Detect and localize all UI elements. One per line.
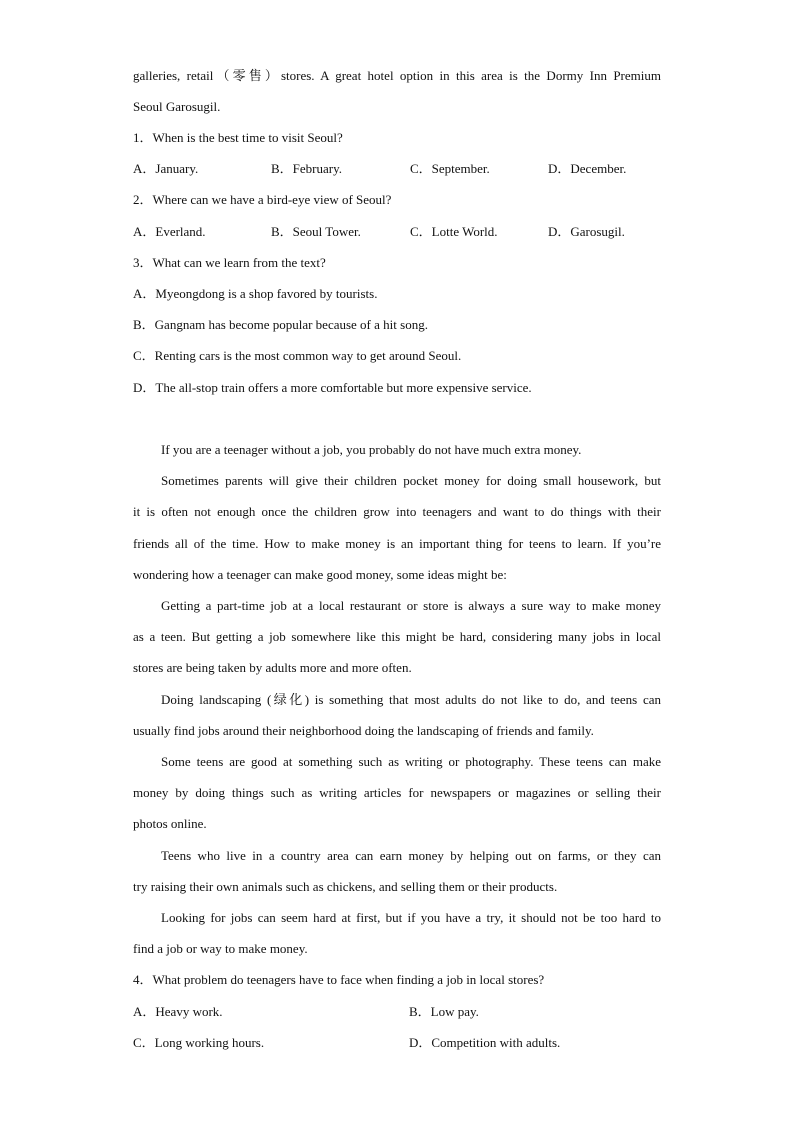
paragraph-2-line: it is often not enough once the children grow into teenagers and want to do things with their [133,504,661,519]
option-c[interactable]: C．Long working hours. [133,1035,265,1050]
option-b[interactable]: B．Gangnam has become popular because of a hit song. [133,317,428,332]
paragraph-2-line: friends all of the time. How to make money is an important thing for teens to learn. If you’re [133,536,661,551]
paragraph-3-line: stores are being taken by adults more and more often. [133,660,412,675]
question-4-options-row1 [133,1001,661,1023]
paragraph-7-line: Looking for jobs can seem hard at first, but if you have a try, it should not be too hard to [161,910,661,925]
option-d[interactable]: D．December. [548,161,627,176]
paragraph-4-line: usually find jobs around their neighborhood doing the landscaping of friends and family. [133,723,594,738]
question-1-options [133,158,661,180]
option-c[interactable]: C．Lotte World. [410,224,498,239]
option-b[interactable]: B．February. [271,161,343,176]
question-2-options [133,221,661,243]
option-b[interactable]: B．Low pay. [409,1004,479,1019]
paragraph-3-line: as a teen. But getting a job somewhere like this might be hard, considering many jobs in local [133,629,661,644]
paragraph-4-line: Doing landscaping (绿化) is something that most adults do not like to do, and teens can [161,692,661,707]
option-d[interactable]: D．Garosugil. [548,224,625,239]
paragraph-5-line: money by doing things such as writing articles for newspapers or magazines or selling their [133,785,661,800]
passage-line: Seoul Garosugil. [133,99,221,114]
paragraph-5-line: photos online. [133,816,207,831]
paragraph-6-line: Teens who live in a country area can earn money by helping out on farms, or they can [161,848,661,863]
option-b[interactable]: B．Seoul Tower. [271,224,361,239]
option-c[interactable]: C．Renting cars is the most common way to get around Seoul. [133,348,462,363]
question-3-stem: 3．What can we learn from the text? [133,255,326,270]
paragraph-3-line: Getting a part-time job at a local restaurant or store is always a sure way to make money [161,598,661,613]
passage-line: galleries, retail（零售）stores. A great hotel option in this area is the Dormy Inn Premium [133,68,661,83]
question-4-options-row2 [133,1032,661,1054]
paragraph-5-line: Some teens are good at something such as writing or photography. These teens can make [161,754,661,769]
paragraph-7-line: find a job or way to make money. [133,941,308,956]
paragraph-2-line: wondering how a teenager can make good money, some ideas might be: [133,567,507,582]
option-a[interactable]: A．Myeongdong is a shop favored by tourists. [133,286,378,301]
question-2-stem: 2．Where can we have a bird-eye view of Seoul? [133,192,392,207]
option-a[interactable]: A．Heavy work. [133,1004,223,1019]
question-4-stem: 4．What problem do teenagers have to face when finding a job in local stores? [133,972,545,987]
option-d[interactable]: D．The all-stop train offers a more comfortable but more expensive service. [133,380,532,395]
option-c[interactable]: C．September. [410,161,490,176]
paragraph-2-line: Sometimes parents will give their children pocket money for doing small housework, but [161,473,661,488]
question-1-stem: 1．When is the best time to visit Seoul? [133,130,343,145]
paragraph-6-line: try raising their own animals such as chickens, and selling them or their products. [133,879,558,894]
paragraph-1: If you are a teenager without a job, you probably do not have much extra money. [161,442,582,457]
option-d[interactable]: D．Competition with adults. [409,1035,561,1050]
option-a[interactable]: A．January. [133,161,199,176]
option-a[interactable]: A．Everland. [133,224,206,239]
